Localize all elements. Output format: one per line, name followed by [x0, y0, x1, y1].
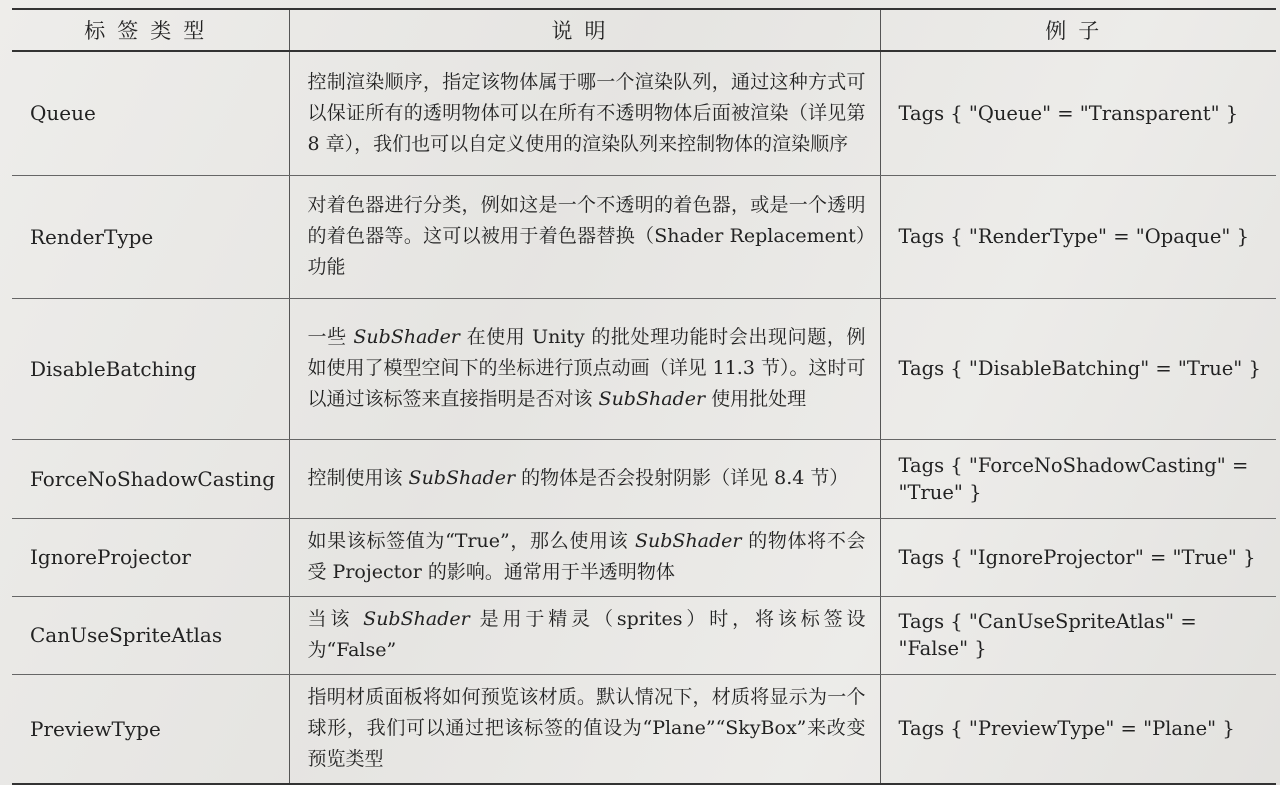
- tag-name: ForceNoShadowCasting: [12, 439, 289, 518]
- table-row: [12, 439, 1276, 518]
- tag-description: 对着色器进行分类，例如这是一个不透明的着色器，或是一个透明的着色器等。这可以被用于着色器替换（Shader Replacement）功能: [289, 175, 880, 298]
- tag-name: DisableBatching: [12, 298, 289, 439]
- table-row: [12, 175, 1276, 298]
- desc-italic-subshader: SubShader: [363, 608, 470, 630]
- shader-tags-table: [12, 8, 1276, 785]
- desc-text: 的物体将不会受 Projector 的影响。通常用于半透明物体: [307, 530, 866, 583]
- table-row: [12, 674, 1276, 784]
- desc-text: 的物体是否会投射阴影（详见 8.4 节）: [515, 467, 849, 489]
- desc-text: 是用于精灵（sprites）时，将该标签设为“False”: [307, 608, 866, 661]
- tag-example: Tags { "DisableBatching" = "True" }: [880, 298, 1276, 439]
- tag-example: Tags { "IgnoreProjector" = "True" }: [880, 518, 1276, 596]
- tag-name: CanUseSpriteAtlas: [12, 596, 289, 674]
- desc-text: 如果该标签值为“True”，那么使用该: [307, 530, 636, 552]
- tag-name: IgnoreProjector: [12, 518, 289, 596]
- tag-description: [289, 298, 880, 439]
- tag-description: [289, 439, 880, 518]
- desc-text: 控制使用该: [307, 467, 409, 489]
- tag-name: PreviewType: [12, 674, 289, 784]
- tag-example: Tags { "ForceNoShadowCasting" = "True" }: [880, 439, 1276, 518]
- table-row: [12, 518, 1276, 596]
- header-example: 例子: [880, 9, 1276, 51]
- header-description: 说明: [289, 9, 880, 51]
- table-row: [12, 596, 1276, 674]
- tag-example: Tags { "CanUseSpriteAtlas" = "False" }: [880, 596, 1276, 674]
- desc-text: 使用批处理: [705, 388, 807, 410]
- table-row: [12, 298, 1276, 439]
- desc-italic-subshader: SubShader: [408, 467, 516, 489]
- tag-name: RenderType: [12, 175, 289, 298]
- tag-description: [289, 596, 880, 674]
- desc-text: 在使用 Unity 的批处理功能时会出现问题，例如使用了模型空间下的坐标进行顶点动画（详见 11.3 节）。这时可以通过该标签来直接指明是否对该: [307, 326, 866, 410]
- tag-example: Tags { "RenderType" = "Opaque" }: [880, 175, 1276, 298]
- header-tag-type: 标签类型: [12, 9, 289, 51]
- tag-description: 指明材质面板将如何预览该材质。默认情况下，材质将显示为一个球形，我们可以通过把该标签的值设为“Plane”“SkyBox”来改变预览类型: [289, 674, 880, 784]
- tag-description: [289, 518, 880, 596]
- tag-description: 控制渲染顺序，指定该物体属于哪一个渲染队列，通过这种方式可以保证所有的透明物体可以在所有不透明物体后面被渲染（详见第 8 章），我们也可以自定义使用的渲染队列来控制物体的渲染顺序: [289, 51, 880, 175]
- desc-text: 当该: [307, 608, 364, 630]
- tag-example: Tags { "Queue" = "Transparent" }: [880, 51, 1276, 175]
- table-header-row: [12, 9, 1276, 51]
- table-row: [12, 51, 1276, 175]
- desc-italic-subshader: SubShader: [635, 530, 742, 552]
- desc-italic-subshader: SubShader: [598, 388, 706, 410]
- desc-text: 一些: [307, 326, 354, 348]
- tag-name: Queue: [12, 51, 289, 175]
- tag-example: Tags { "PreviewType" = "Plane" }: [880, 674, 1276, 784]
- desc-italic-subshader: SubShader: [353, 326, 460, 348]
